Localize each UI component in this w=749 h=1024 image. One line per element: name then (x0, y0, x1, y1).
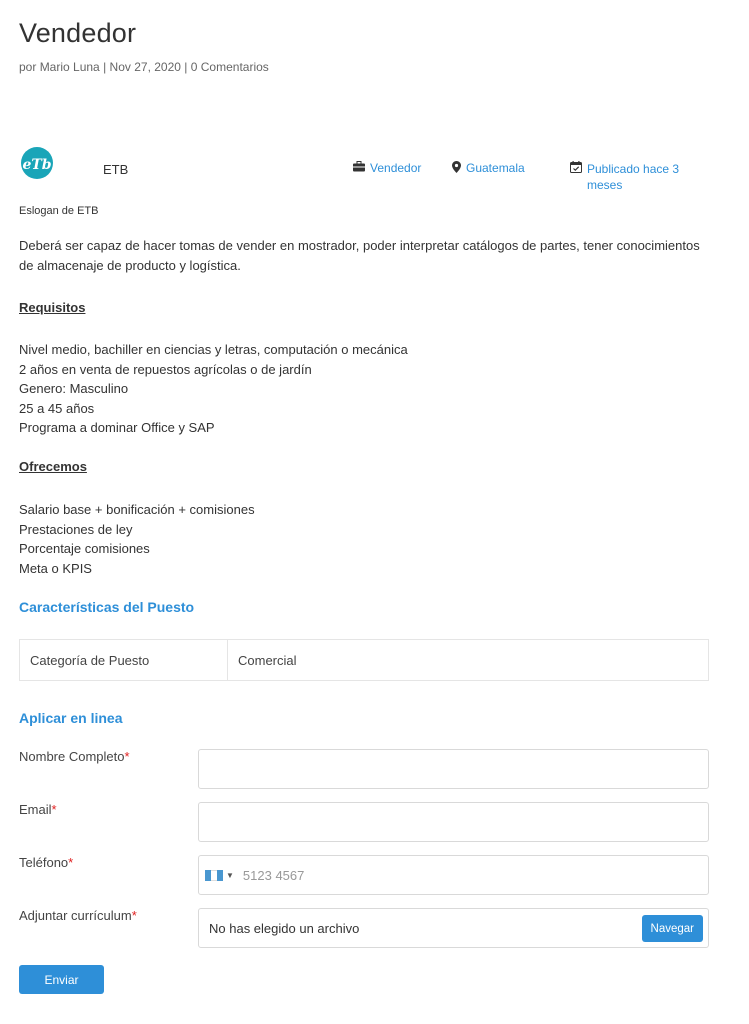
requirements-list (19, 340, 408, 438)
job-location-label: Guatemala (466, 161, 525, 175)
map-marker-icon (452, 161, 461, 173)
post-date: Nov 27, 2020 (109, 60, 181, 74)
list-item: Genero: Masculino (19, 381, 129, 396)
email-input[interactable] (198, 802, 709, 842)
characteristics-table (19, 639, 709, 681)
list-item: Salario base + bonificación + comisiones (19, 502, 255, 517)
author-link[interactable]: Mario Luna (39, 60, 100, 74)
browse-button[interactable]: Navegar (642, 915, 703, 942)
required-mark: * (131, 908, 137, 923)
apply-heading: Aplicar en linea (19, 710, 123, 726)
svg-text:eTb: eTb (22, 157, 52, 173)
resume-row (19, 908, 709, 948)
list-item: Nivel medio, bachiller en ciencias y letras, computación o mecánica (19, 342, 408, 357)
required-mark: * (51, 802, 57, 817)
meta-separator: | (103, 60, 107, 74)
list-item: Porcentaje comisiones (19, 541, 150, 556)
job-posted (570, 161, 700, 193)
name-label: Nombre Completo* (19, 749, 130, 764)
post-meta (19, 60, 269, 74)
phone-field (198, 855, 709, 895)
required-mark: * (68, 855, 74, 870)
calendar-check-icon (570, 161, 582, 173)
list-item: 2 años en venta de repuestos agrícolas o de jardín (19, 361, 312, 377)
guatemala-flag-icon[interactable] (205, 870, 223, 881)
job-description: Deberá ser capaz de hacer tomas de vender en mostrador, poder interpretar catálogos de partes, tener conocimientos de almacenaje de producto y logística. (19, 238, 700, 273)
offer-list (19, 500, 255, 578)
list-item: Prestaciones de ley (19, 521, 133, 537)
characteristics-heading: Características del Puesto (19, 599, 195, 615)
briefcase-icon (353, 161, 365, 172)
submit-button[interactable]: Enviar (19, 965, 104, 994)
job-posted-label: Publicado hace 3 meses (587, 162, 680, 192)
meta-separator: | (184, 60, 188, 74)
required-mark: * (124, 749, 130, 764)
author-prefix: por (19, 60, 37, 74)
phone-label: Teléfono* (19, 855, 74, 870)
email-label: Email* (19, 802, 57, 817)
job-header (19, 145, 709, 200)
company-name: ETB (103, 162, 129, 177)
comments-link[interactable]: 0 Comentarios (190, 60, 269, 74)
page-title: Vendedor (19, 18, 137, 48)
list-item: 25 a 45 años (19, 400, 95, 416)
table-cell-value: Comercial (238, 652, 297, 668)
list-item: Programa a dominar Office y SAP (19, 420, 215, 435)
requirements-heading: Requisitos (19, 300, 86, 315)
resume-label: Adjuntar currículum* (19, 908, 137, 923)
job-type-label: Vendedor (370, 161, 422, 175)
list-item: Meta o KPIS (19, 560, 92, 576)
phone-row (19, 855, 709, 895)
resume-file-field[interactable] (198, 908, 709, 948)
offer-heading: Ofrecemos (19, 459, 87, 474)
full-name-input[interactable] (198, 749, 709, 789)
company-logo (19, 145, 55, 181)
table-cell-label: Categoría de Puesto (20, 640, 228, 680)
file-status: No has elegido un archivo (209, 920, 360, 936)
chevron-down-icon[interactable]: ▼ (226, 870, 234, 880)
phone-input[interactable] (243, 868, 443, 883)
email-row (19, 802, 709, 842)
company-tagline: Eslogan de ETB (19, 205, 99, 217)
job-type[interactable] (353, 161, 421, 175)
name-row (19, 749, 709, 789)
job-location[interactable] (452, 161, 525, 175)
